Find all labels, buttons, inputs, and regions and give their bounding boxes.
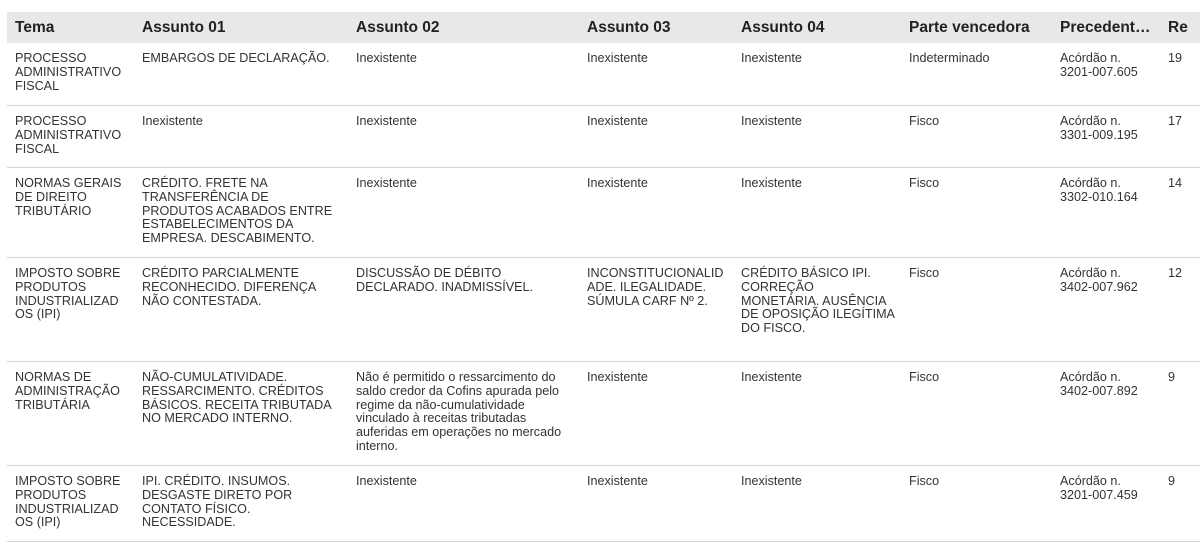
cell-assunto-01: Inexistente [134,106,348,168]
column-header-assunto-01[interactable]: Assunto 01 [134,12,348,43]
cell-tema: NORMAS GERAIS DE DIREITO TRIBUTÁRIO [7,168,134,258]
cell-parte-vencedora: Indeterminado [901,43,1052,106]
results-table [7,12,1200,542]
cell-tema: IMPOSTO SOBRE PRODUTOS INDUSTRIALIZADOS (IPI) [7,258,134,362]
cell-relevancia: 9 [1160,466,1200,542]
cell-relevancia: 14 [1160,168,1200,258]
table-header [7,12,1200,43]
column-header-tema[interactable]: Tema [7,12,134,43]
cell-precedente: Acórdão n. 3402-007.962 [1052,258,1160,362]
cell-parte-vencedora: Fisco [901,362,1052,466]
cell-precedente: Acórdão n. 3302-010.164 [1052,168,1160,258]
cell-assunto-04: Inexistente [733,466,901,542]
cell-assunto-02: Inexistente [348,168,579,258]
cell-assunto-03: Inexistente [579,168,733,258]
cell-assunto-01: CRÉDITO. FRETE NA TRANSFERÊNCIA DE PRODUTOS ACABADOS ENTRE ESTABELECIMENTOS DA EMPRESA. DESCABIMENTO. [134,168,348,258]
table-row[interactable] [7,106,1200,168]
cell-assunto-02: DISCUSSÃO DE DÉBITO DECLARADO. INADMISSÍVEL. [348,258,579,362]
cell-assunto-02: Inexistente [348,106,579,168]
cell-assunto-01: IPI. CRÉDITO. INSUMOS. DESGASTE DIRETO POR CONTATO FÍSICO. NECESSIDADE. [134,466,348,542]
column-header-assunto-03[interactable]: Assunto 03 [579,12,733,43]
cell-assunto-01: EMBARGOS DE DECLARAÇÃO. [134,43,348,106]
cell-tema: PROCESSO ADMINISTRATIVO FISCAL [7,43,134,106]
cell-precedente: Acórdão n. 3201-007.605 [1052,43,1160,106]
table-row[interactable] [7,168,1200,258]
cell-assunto-04: CRÉDITO BÁSICO IPI. CORREÇÃO MONETÁRIA. AUSÊNCIA DE OPOSIÇÃO ILEGÍTIMA DO FISCO. [733,258,901,362]
table-row[interactable] [7,466,1200,542]
cell-tema: IMPOSTO SOBRE PRODUTOS INDUSTRIALIZADOS (IPI) [7,466,134,542]
cell-assunto-03: INCONSTITUCIONALIDADE. ILEGALIDADE. SÚMULA CARF Nº 2. [579,258,733,362]
cell-assunto-02: Inexistente [348,43,579,106]
cell-assunto-01: CRÉDITO PARCIALMENTE RECONHECIDO. DIFERENÇA NÃO CONTESTADA. [134,258,348,362]
cell-relevancia: 17 [1160,106,1200,168]
cell-assunto-02: Inexistente [348,466,579,542]
column-header-assunto-04[interactable]: Assunto 04 [733,12,901,43]
column-header-relevancia[interactable]: Re [1160,12,1200,43]
table-row[interactable] [7,362,1200,466]
cell-parte-vencedora: Fisco [901,466,1052,542]
cell-relevancia: 12 [1160,258,1200,362]
cell-assunto-04: Inexistente [733,168,901,258]
cell-assunto-03: Inexistente [579,106,733,168]
column-header-precedente[interactable]: Precedent… [1052,12,1160,43]
cell-assunto-04: Inexistente [733,362,901,466]
cell-tema: PROCESSO ADMINISTRATIVO FISCAL [7,106,134,168]
column-header-parte-vencedora[interactable]: Parte vencedora [901,12,1052,43]
cell-precedente: Acórdão n. 3402-007.892 [1052,362,1160,466]
cell-parte-vencedora: Fisco [901,106,1052,168]
cell-assunto-04: Inexistente [733,43,901,106]
cell-precedente: Acórdão n. 3201-007.459 [1052,466,1160,542]
column-header-assunto-02[interactable]: Assunto 02 [348,12,579,43]
table-body [7,43,1200,542]
cell-assunto-03: Inexistente [579,466,733,542]
cell-assunto-03: Inexistente [579,362,733,466]
cell-assunto-02: Não é permitido o ressarcimento do saldo credor da Cofins apurada pelo regime da não-cumulatividade vinculado à receitas tributadas auferidas em operações no mercado interno. [348,362,579,466]
results-table-viewport[interactable] [7,12,1200,542]
table-row[interactable] [7,258,1200,362]
cell-assunto-04: Inexistente [733,106,901,168]
cell-parte-vencedora: Fisco [901,258,1052,362]
cell-precedente: Acórdão n. 3301-009.195 [1052,106,1160,168]
cell-assunto-01: NÃO-CUMULATIVIDADE. RESSARCIMENTO. CRÉDITOS BÁSICOS. RECEITA TRIBUTADA NO MERCADO INTERNO. [134,362,348,466]
cell-relevancia: 9 [1160,362,1200,466]
cell-assunto-03: Inexistente [579,43,733,106]
table-row[interactable] [7,43,1200,106]
cell-parte-vencedora: Fisco [901,168,1052,258]
cell-tema: NORMAS DE ADMINISTRAÇÃO TRIBUTÁRIA [7,362,134,466]
cell-relevancia: 19 [1160,43,1200,106]
